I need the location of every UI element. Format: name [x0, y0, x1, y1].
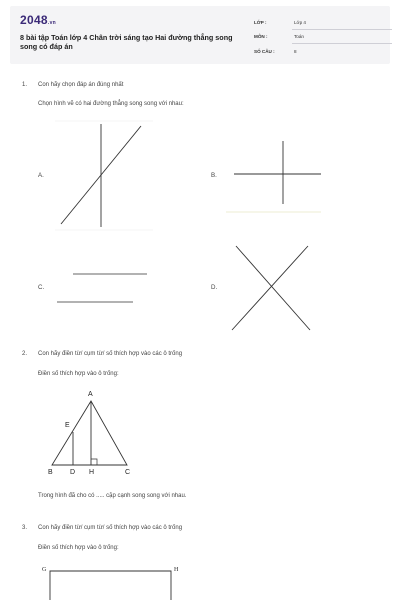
point-h-label: H	[89, 469, 95, 476]
rectangle-figure	[50, 570, 172, 600]
meta-subject	[254, 33, 392, 47]
triangle-figure	[45, 395, 145, 470]
question-1-number: 1.	[22, 82, 28, 88]
point-d-label: D	[70, 469, 76, 476]
question-2-number: 2.	[22, 351, 28, 357]
site-logo[interactable]	[20, 13, 56, 27]
point-a-label: A	[88, 391, 93, 398]
question-3-text: Điền số thích hợp vào ô trống:	[38, 545, 119, 551]
option-b-label[interactable]: B.	[211, 172, 217, 179]
option-c-figure[interactable]	[55, 268, 155, 308]
meta-class-value: Lớp 4	[294, 20, 306, 25]
meta-divider	[292, 29, 392, 30]
point-g-label: G	[42, 567, 47, 573]
meta-class-label: LỚP :	[254, 20, 267, 25]
question-2-statement: Trong hình đã cho có ..... cặp cạnh song song với nhau.	[38, 493, 187, 499]
question-2-text: Điền số thích hợp vào ô trống:	[38, 371, 119, 377]
meta-divider	[292, 43, 392, 44]
document-header	[10, 6, 390, 64]
question-1-prompt: Con hãy chọn đáp án đúng nhất	[38, 82, 124, 88]
question-1-text: Chọn hình vẽ có hai đường thẳng song song với nhau:	[38, 101, 184, 107]
option-d-figure[interactable]	[228, 242, 328, 337]
logo-suffix: .vn	[47, 20, 57, 26]
point-c-label: C	[125, 469, 131, 476]
question-3-prompt: Con hãy điền từ/ cụm từ/ số thích hợp vào các ô trống	[38, 525, 183, 531]
meta-count-label: SỐ CÂU :	[254, 49, 275, 54]
meta-class	[254, 19, 392, 33]
logo-text: 2048	[20, 13, 48, 27]
meta-subject-label: MÔN :	[254, 34, 268, 39]
meta-count	[254, 48, 392, 62]
meta-subject-value: Toán	[294, 34, 304, 39]
option-b-figure[interactable]	[226, 138, 326, 216]
point-e-label: E	[65, 422, 70, 429]
option-d-label[interactable]: D.	[211, 284, 218, 291]
option-c-label[interactable]: C.	[38, 284, 45, 291]
meta-count-value: 8	[294, 49, 297, 54]
option-a-figure[interactable]	[55, 120, 155, 232]
document-title: 8 bài tập Toán lớp 4 Chân trời sáng tạo Hai đường thẳng song song có đáp án	[20, 33, 233, 51]
question-3-number: 3.	[22, 525, 28, 531]
point-h2-label: H	[174, 567, 179, 573]
point-b-label: B	[48, 469, 53, 476]
question-2-prompt: Con hãy điền từ/ cụm từ/ số thích hợp vào các ô trống	[38, 351, 183, 357]
option-a-label[interactable]: A.	[38, 172, 44, 179]
